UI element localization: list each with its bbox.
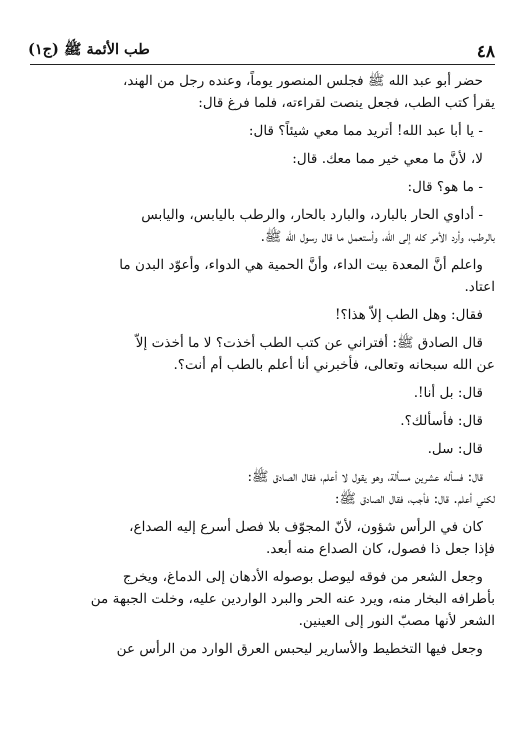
- paragraph: [30, 70, 495, 114]
- paragraph: [30, 204, 495, 248]
- text-line: - يا أبا عبد الله! أتريد مما معي شيئاً؟ قال:: [248, 123, 483, 139]
- text-line: - أداوي الحار بالبارد، والبارد بالحار، والرطب باليابس، واليابس: [141, 207, 483, 223]
- running-title: طب الأئمة ﷺ (ج١): [28, 41, 150, 58]
- text-line: - ما هو؟ قال:: [407, 179, 483, 195]
- paragraph: [30, 566, 495, 632]
- text-line: عن الله سبحانه وتعالى، فأخبرني أنا أعلم بالطب أم أنت؟.: [173, 357, 495, 373]
- text-line: لا، لأنَّ ما معي خير مما معك. قال:: [292, 151, 483, 167]
- paragraph: [30, 638, 495, 660]
- text-line: قال الصادق ﷺ: أفتراني عن كتب الطب أخذت؟ لا ما أخذت إلاّ: [135, 335, 483, 351]
- text-line: الشعر لأنها مصبّ النور إلى العينين.: [298, 613, 495, 629]
- text-line: فقال: وهل الطب إلاّ هذا؟!: [335, 307, 483, 323]
- paragraph: [30, 466, 495, 510]
- paragraph: [30, 254, 495, 298]
- text-line: يقرأ كتب الطب، فجعل ينصت لقراءته، فلما فرغ قال:: [198, 95, 495, 111]
- text-line: قال: سل.: [427, 441, 483, 457]
- text-line: واعلم أنَّ المعدة بيت الداء، وأنَّ الحمية هي الدواء، وأعوّد البدن ما: [119, 257, 483, 273]
- paragraph: [30, 148, 495, 170]
- text-line: حضر أبو عبد الله ﷺ فجلس المنصور يوماً، وعنده رجل من الهند،: [123, 73, 483, 89]
- text-line: فإذا جعل ذا فصول، كان الصداع منه أبعد.: [266, 541, 495, 557]
- text-line: قال: فسأله عشرين مسألة، وهو يقول لا أعلم، فقال الصادق ﷺ:: [247, 469, 483, 485]
- text-line: بأطرافه البخار منه، ويرد عنه الحر والبرد الواردين عليه، وخلت الجبهة من: [90, 591, 495, 607]
- text-line: اعتاد.: [464, 279, 495, 295]
- header-divider: [30, 64, 495, 65]
- text-line: وجعل فيها التخطيط والأسارير ليحبس العرق الوارد من الرأس عن: [116, 641, 483, 657]
- text-line: قال: بل أنا!.: [413, 385, 483, 401]
- paragraph: [30, 438, 495, 460]
- paragraph: [30, 516, 495, 560]
- page-number: ٤٨: [476, 42, 495, 62]
- text-line: كان في الرأس شؤون، لأنّ المجوّف بلا فصل أسرع إليه الصداع،: [129, 519, 483, 535]
- page-header: [28, 36, 495, 62]
- paragraph: [30, 176, 495, 198]
- text-line: لكني أعلم. قال: فأجب، فقال الصادق ﷺ:: [334, 491, 495, 507]
- paragraph: [30, 304, 495, 326]
- text-line: بالرطب، وأرد الأمر كله إلى الله، وأستعمل ما قال رسول الله ﷺ.: [260, 229, 495, 245]
- text-line: قال: فأسألك؟.: [400, 413, 483, 429]
- paragraph: [30, 332, 495, 376]
- text-line: وجعل الشعر من فوقه ليوصل بوصوله الأدهان إلى الدماغ، ويخرج: [122, 569, 483, 585]
- body-text: [30, 70, 495, 666]
- paragraph: [30, 382, 495, 404]
- paragraph: [30, 410, 495, 432]
- paragraph: [30, 120, 495, 142]
